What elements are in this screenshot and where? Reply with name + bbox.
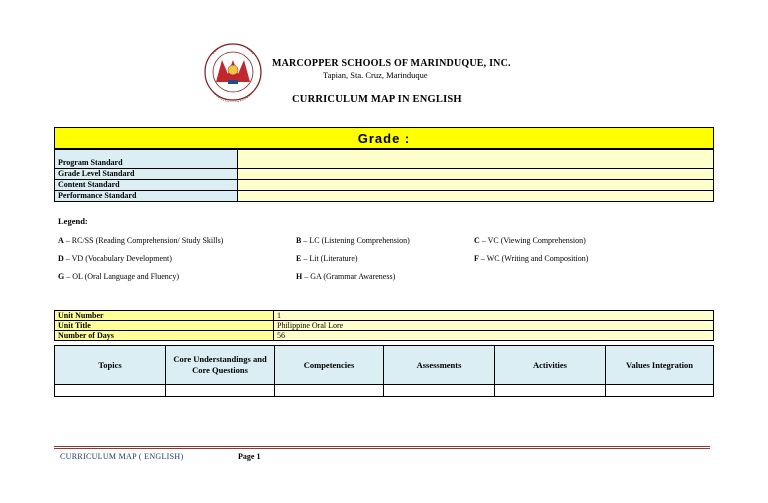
legend-text: – GA (Grammar Awareness): [302, 272, 396, 281]
legend-item: [58, 236, 223, 245]
legend-text: – VC (Viewing Comprehension): [479, 236, 586, 245]
legend-code: B: [296, 236, 302, 245]
table-row: [55, 169, 714, 180]
legend-item: [296, 254, 358, 263]
grade-label: Grade :: [357, 130, 411, 146]
table-cell[interactable]: [495, 385, 606, 397]
legend-item: [474, 254, 588, 263]
legend-code: E: [296, 254, 302, 263]
table-header-row: [55, 346, 714, 385]
column-header-assessments: Assessments: [384, 346, 495, 385]
column-header-topics: Topics: [55, 346, 166, 385]
school-logo: [198, 42, 268, 102]
table-row: [55, 180, 714, 191]
table-cell[interactable]: [275, 385, 384, 397]
unit-info-table: [54, 310, 714, 341]
standard-label: Program Standard: [55, 150, 238, 169]
column-header-competencies: Competencies: [275, 346, 384, 385]
unit-number-label: Unit Number: [55, 311, 274, 321]
standard-label: Grade Level Standard: [55, 169, 238, 180]
table-cell[interactable]: [55, 385, 166, 397]
legend-code: C: [474, 236, 480, 245]
unit-number-value[interactable]: 1: [274, 311, 714, 321]
table-row: [55, 331, 714, 341]
legend-code: F: [474, 254, 479, 263]
days-value[interactable]: 56: [274, 331, 714, 341]
legend-text: – RC/SS (Reading Comprehension/ Study Skills): [63, 236, 224, 245]
legend-code: A: [58, 236, 64, 245]
standard-value[interactable]: [238, 169, 714, 180]
legend-item: [58, 272, 179, 281]
legend-code: H: [296, 272, 303, 281]
footer-title: CURRICULUM MAP ( ENGLISH): [60, 452, 184, 461]
table-cell[interactable]: [166, 385, 275, 397]
legend-code: G: [58, 272, 65, 281]
grade-banner: [54, 127, 714, 149]
legend-item: [474, 236, 586, 245]
legend-text: – VD (Vocabulary Development): [63, 254, 172, 263]
table-row: [55, 191, 714, 202]
days-label: Number of Days: [55, 331, 274, 341]
document-title: CURRICULUM MAP IN ENGLISH: [292, 94, 462, 105]
legend-text: – Lit (Literature): [301, 254, 358, 263]
legend-item: [58, 254, 172, 263]
footer-divider: [54, 448, 710, 449]
table-cell[interactable]: [606, 385, 714, 397]
legend-item: [296, 272, 395, 281]
page-number: Page 1: [238, 452, 261, 461]
unit-title-value[interactable]: Philippine Oral Lore: [274, 321, 714, 331]
table-row: [55, 321, 714, 331]
legend-title: Legend:: [58, 216, 88, 226]
standard-value[interactable]: [238, 191, 714, 202]
table-cell[interactable]: [384, 385, 495, 397]
table-row: [55, 150, 714, 169]
footer-divider: [54, 446, 710, 447]
school-name: MARCOPPER SCHOOLS OF MARINDUQUE, INC.: [272, 58, 511, 69]
table-row: [55, 311, 714, 321]
standard-value[interactable]: [238, 180, 714, 191]
legend-item: [296, 236, 410, 245]
legend-code: D: [58, 254, 64, 263]
legend-text: – LC (Listening Comprehension): [301, 236, 410, 245]
unit-title-label: Unit Title: [55, 321, 274, 331]
standard-label: Content Standard: [55, 180, 238, 191]
column-header-core-understandings: Core Understandings and Core Questions: [166, 346, 275, 385]
legend-text: – WC (Writing and Composition): [478, 254, 589, 263]
standard-value[interactable]: [238, 150, 714, 169]
column-header-activities: Activities: [495, 346, 606, 385]
standards-table: [54, 149, 714, 202]
standard-label: Performance Standard: [55, 191, 238, 202]
table-row: [55, 385, 714, 397]
legend-text: – OL (Oral Language and Fluency): [64, 272, 180, 281]
column-header-values-integration: Values Integration: [606, 346, 714, 385]
curriculum-table: [54, 345, 714, 397]
school-address: Tapian, Sta. Cruz, Marinduque: [323, 70, 428, 80]
